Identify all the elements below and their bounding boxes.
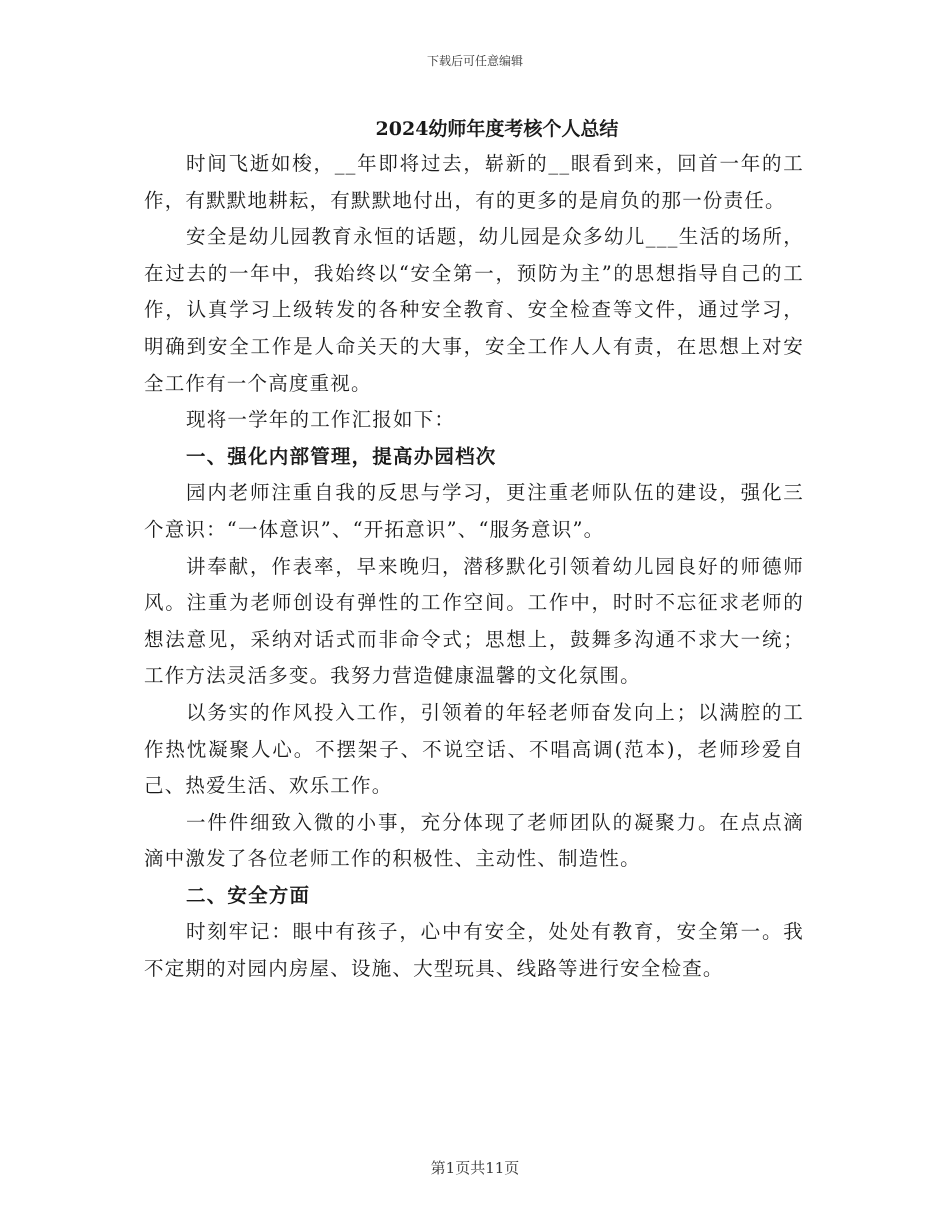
page-number: 第1页共11页 (430, 1159, 520, 1177)
paragraph-dedication: 讲奉献，作表率，早来晚归，潜移默化引领着幼儿园良好的师德师风。注重为老师创设有弹性的工作空间。工作中，时时不忘征求老师的想法意见，采纳对话式而非命令式；思想上，鼓舞多沟通不求大一统；工作方法灵活多变。我努力营造健康温馨的文化氛围。 (144, 554, 804, 688)
document-body (144, 146, 804, 988)
paragraph-intro: 时间飞逝如梭，__年即将过去，崭新的__眼看到来，回首一年的工作，有默默地耕耘，有默默地付出，有的更多的是肩负的那一份责任。 (144, 152, 804, 212)
paragraph-safety-check: 时刻牢记：眼中有孩子，心中有安全，处处有教育，安全第一。我不定期的对园内房屋、设施、大型玩具、线路等进行安全检查。 (144, 920, 804, 981)
paragraph-teacher-reflection: 园内老师注重自我的反思与学习，更注重老师队伍的建设，强化三个意识：“一体意识”、“开拓意识”、“服务意识”。 (144, 481, 804, 541)
paragraph-work-style: 以务实的作风投入工作，引领着的年轻老师奋发向上；以满腔的工作热忱凝聚人心。不摆架子、不说空话、不唱高调(范本)，老师珍爱自己、热爱生活、欢乐工作。 (144, 700, 804, 798)
paragraph-team-cohesion: 一件件细致入微的小事，充分体现了老师团队的凝聚力。在点点滴滴中激发了各位老师工作的积极性、主动性、制造性。 (144, 810, 804, 871)
header-note: 下载后可任意编辑 (426, 54, 523, 68)
paragraph-safety-topic: 安全是幼儿园教育永恒的话题，幼儿园是众多幼儿___生活的场所，在过去的一年中，我始终以“安全第一，预防为主”的思想指导自己的工作，认真学习上级转发的各种安全教育、安全检查等文件，通过学习，明确到安全工作是人命关天的大事，安全工作人人有责，在思想上对安全工作有一个高度重视。 (144, 225, 804, 395)
document-title: 2024幼师年度考核个人总结 (375, 118, 619, 140)
paragraph-report-lead: 现将一学年的工作汇报如下： (186, 408, 456, 432)
section-heading-safety: 二、安全方面 (186, 883, 311, 907)
section-heading-management: 一、强化内部管理，提高办园档次 (186, 444, 497, 468)
